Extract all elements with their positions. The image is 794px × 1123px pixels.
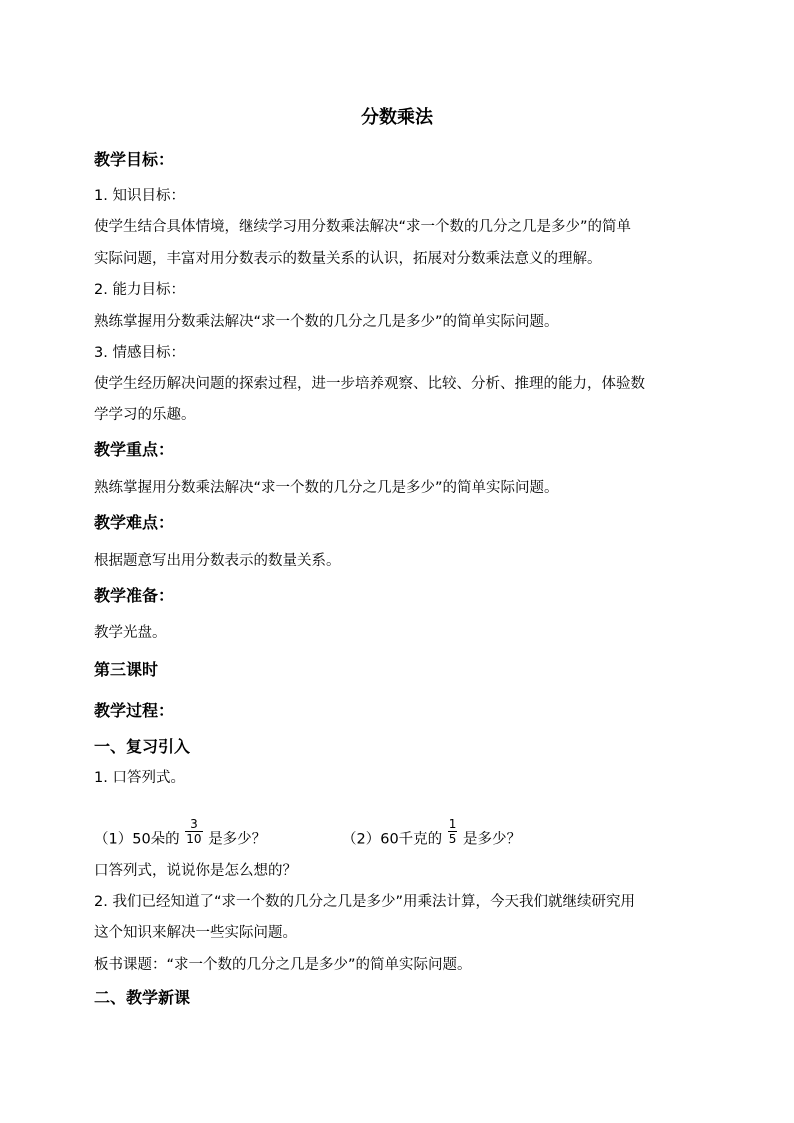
review-heading: 一、复习引入 xyxy=(94,737,191,756)
step2-line2: 这个知识来解决一些实际问题。 xyxy=(94,925,297,941)
question-2-prefix: （2）60千克的 xyxy=(342,831,443,848)
oral-label: 1. 口答列式。 xyxy=(94,770,185,786)
goal2-text: 熟练掌握用分数乘法解决“求一个数的几分之几是多少”的简单实际问题。 xyxy=(94,314,559,330)
goal2-label: 2. 能力目标： xyxy=(94,282,185,298)
goal1-text-line2: 实际问题，丰富对用分数表示的数量关系的认识，拓展对分数乘法意义的理解。 xyxy=(94,251,602,267)
goal1-text-line1: 使学生结合具体情境，继续学习用分数乘法解决“求一个数的几分之几是多少”的简单 xyxy=(94,219,632,235)
question-1-suffix: 是多少？ xyxy=(208,831,267,848)
prep-text: 教学光盘。 xyxy=(94,625,167,641)
question-2-suffix: 是多少？ xyxy=(463,831,522,848)
question-2 xyxy=(342,817,522,854)
difficulty-heading: 教学难点： xyxy=(94,513,175,532)
question-2-fraction xyxy=(448,817,458,846)
question-1-fraction xyxy=(185,817,202,846)
key-text: 熟练掌握用分数乘法解决“求一个数的几分之几是多少”的简单实际问题。 xyxy=(94,480,559,496)
page-title: 分数乘法 xyxy=(361,107,433,128)
question-1-numerator: 3 xyxy=(185,817,202,832)
goal3-label: 3. 情感目标： xyxy=(94,345,185,361)
question-1-prefix: （1）50朵的 xyxy=(94,831,180,848)
lesson-heading: 第三课时 xyxy=(94,660,159,679)
prep-heading: 教学准备： xyxy=(94,586,175,605)
question-1-denominator: 10 xyxy=(186,832,202,846)
goal3-text-line2: 学学习的乐趣。 xyxy=(94,407,196,423)
question-2-numerator: 1 xyxy=(448,817,457,831)
step2-line1: 2. 我们已经知道了“求一个数的几分之几是多少”用乘法计算，今天我们就继续研究用 xyxy=(94,894,635,910)
goals-heading: 教学目标： xyxy=(94,150,175,169)
goal1-label: 1. 知识目标： xyxy=(94,188,185,204)
question-1 xyxy=(94,817,267,854)
question-2-denominator: 5 xyxy=(448,832,457,846)
key-heading: 教学重点： xyxy=(94,440,175,459)
goal3-text-line1: 使学生经历解决问题的探索过程，进一步培养观察、比较、分析、推理的能力，体验数 xyxy=(94,376,645,392)
oral-followup: 口答列式，说说你是怎么想的？ xyxy=(94,863,297,879)
new-lesson-heading: 二、教学新课 xyxy=(94,988,191,1007)
board-text: 板书课题：“求一个数的几分之几是多少”的简单实际问题。 xyxy=(94,957,472,973)
difficulty-text: 根据题意写出用分数表示的数量关系。 xyxy=(94,553,341,569)
process-heading: 教学过程： xyxy=(94,701,175,720)
